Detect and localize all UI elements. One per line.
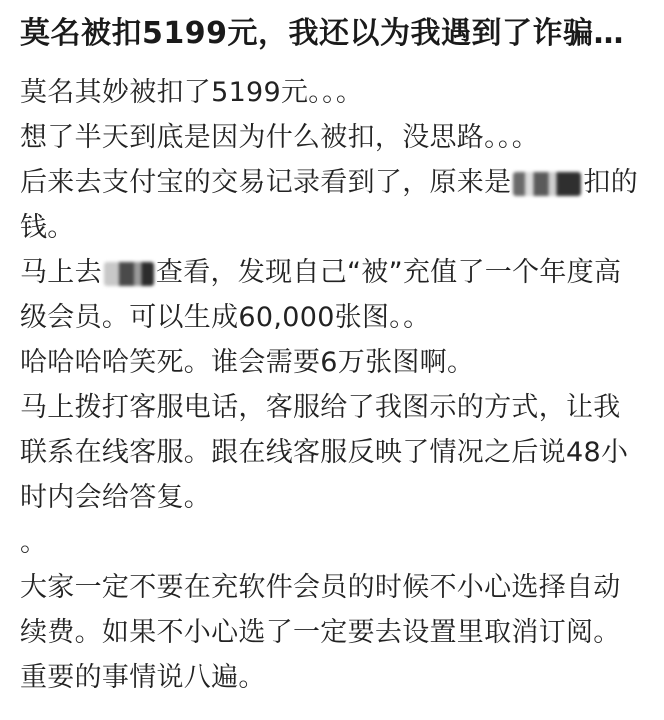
post-title: 莫名被扣5199元，我还以为我遇到了诈骗… <box>20 16 624 51</box>
paragraph-deducted: 莫名其妙被扣了5199元。。。 <box>20 77 364 108</box>
paragraph-check-app <box>20 250 642 340</box>
paragraph-check-app-tail: 查看，发现自己“被”充值了一个年度高级会员。可以生成60,000张图。。 <box>20 257 622 333</box>
paragraph-check-app-text: 马上去 <box>20 257 102 288</box>
redacted-app-name-icon <box>104 262 154 286</box>
paragraph-warning: 大家一定不要在充软件会员的时候不小心选择自动续费。如果不小心选了一定要去设置里取消订阅。重要的事情说八遍。 <box>20 572 621 693</box>
paragraph-laugh: 哈哈哈哈笑死。谁会需要6万张图啊。 <box>20 347 475 378</box>
paragraph-customer-service: 马上拨打客服电话，客服给了我图示的方式，让我联系在线客服。跟在线客服反映了情况之后说48小时内会给答复。 <box>20 392 629 513</box>
paragraph-alipay-record <box>20 160 642 250</box>
redacted-app-name-icon <box>513 172 581 196</box>
paragraph-alipay-record-text: 后来去支付宝的交易记录看到了，原来是 <box>20 167 512 198</box>
post-body <box>20 70 642 700</box>
paragraph-period: 。 <box>20 527 48 558</box>
paragraph-alipay-record-tail: 扣的钱。 <box>20 167 639 243</box>
paragraph-no-idea: 想了半天到底是因为什么被扣，没思路。。。 <box>20 122 539 153</box>
